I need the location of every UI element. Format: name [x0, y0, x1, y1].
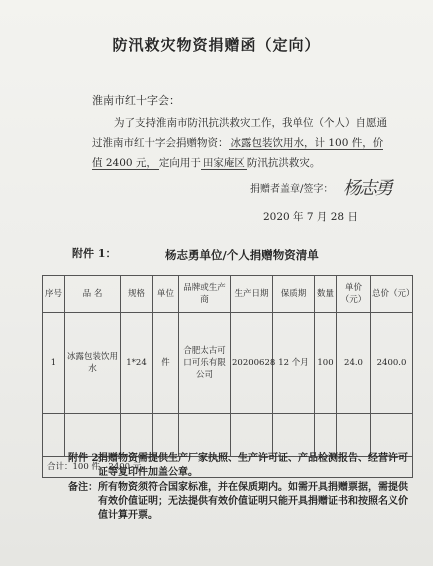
header-spec: 规格 [121, 276, 153, 313]
header-quantity: 数量 [315, 276, 337, 313]
header-total-price: 总价（元） [371, 276, 413, 313]
handwritten-signature: 杨志勇 [343, 178, 391, 199]
header-unit-price: 单价（元） [337, 276, 371, 313]
empty-cell [65, 414, 121, 457]
letter-body [92, 113, 392, 173]
header-name: 品 名 [65, 276, 121, 313]
empty-cell [231, 414, 273, 457]
donation-items-table [42, 275, 413, 478]
attachment-2-note [68, 452, 408, 480]
table-row [43, 313, 413, 414]
cell-brand: 合肥太古可口可乐有限公司 [179, 313, 231, 414]
body-part-2: 定向用于 [158, 157, 201, 169]
donated-item-phrase: 冰露包装饮用水，计 100 件，价值 2400 元， [92, 137, 384, 169]
cell-spec: 1*24 [121, 313, 153, 414]
empty-cell [315, 414, 337, 457]
salutation: 淮南市红十字会： [92, 94, 180, 107]
cell-production-date: 20200628 [231, 313, 273, 414]
empty-cell [273, 414, 315, 457]
signature-label: 捐赠者盖章/签字： [250, 184, 334, 195]
cell-total-price: 2400.0 [371, 313, 413, 414]
notes-section [68, 452, 408, 524]
cell-shelf-life: 12 个月 [273, 313, 315, 414]
cell-unit-price: 24.0 [337, 313, 371, 414]
empty-cell [153, 414, 179, 457]
header-no: 序号 [43, 276, 65, 313]
table-header-row [43, 276, 413, 313]
donation-list-title: 杨志勇单位/个人捐赠物资清单 [165, 248, 319, 262]
header-shelf-life: 保质期 [273, 276, 315, 313]
attachment-2-text: 捐赠物资需提供生产厂家执照、生产许可证、产品检测报告、经营许可证等复印件加盖公章。 [98, 453, 408, 478]
document-title: 防汛救灾物资捐赠函（定向） [112, 36, 321, 54]
table-total: 合计：100 件，2400 元。 [43, 457, 413, 478]
empty-cell [179, 414, 231, 457]
header-brand: 品牌或生产商 [179, 276, 231, 313]
body-part-3: 防汛抗洪救灾。 [246, 157, 321, 169]
attachment-1-label: 附件 1： [72, 247, 117, 260]
cell-no: 1 [43, 313, 65, 414]
empty-cell [43, 414, 65, 457]
cell-quantity: 100 [315, 313, 337, 414]
remark-note [68, 481, 408, 523]
remark-text: 所有物资须符合国家标准，并在保质期内。如需开具捐赠票据，需提供有效价值证明；无法提供有效价值证明只能开具捐赠证书和按照名义价值计算开票。 [98, 482, 408, 521]
attachment-2-label: 附件 2： [68, 453, 109, 464]
empty-cell [371, 414, 413, 457]
empty-cell [337, 414, 371, 457]
body-part-1: 为了支持淮南市防汛抗洪救灾工作，我单位（个人）自愿通过淮南市红十字会捐赠物资： [92, 117, 387, 149]
header-unit: 单位 [153, 276, 179, 313]
letter-date: 2020 年 7 月 28 日 [263, 211, 358, 223]
cell-unit: 件 [153, 313, 179, 414]
table-row-empty [43, 414, 413, 457]
header-production-date: 生产日期 [231, 276, 273, 313]
cell-name: 冰露包装饮用水 [65, 313, 121, 414]
remark-label: 备注： [68, 482, 98, 493]
empty-cell [121, 414, 153, 457]
target-district: 田家庵区 [202, 157, 245, 169]
